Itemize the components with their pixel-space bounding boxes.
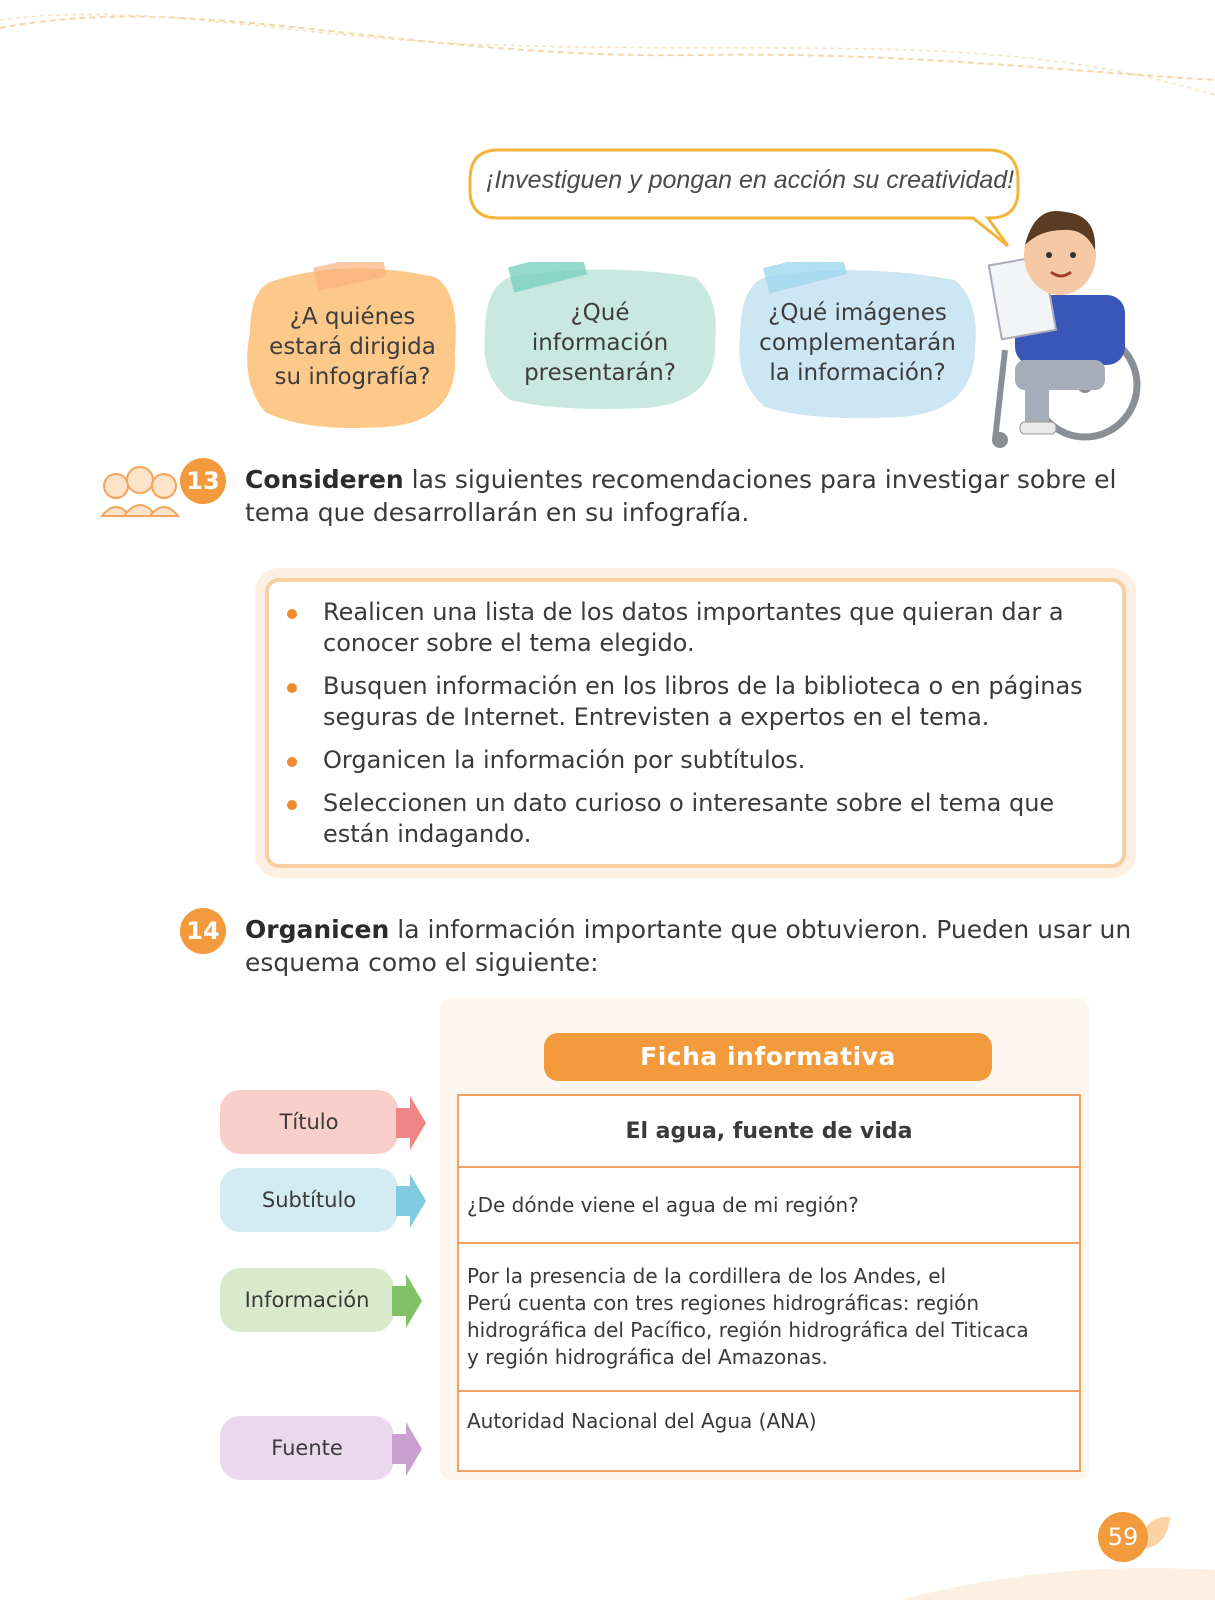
- recommendations-list: [269, 582, 1122, 850]
- ficha-subtitulo-row: [459, 1168, 1079, 1244]
- activity-13-verb: Consideren: [245, 465, 404, 494]
- ficha-fuente: Autoridad Nacional del Agua (ANA): [467, 1409, 817, 1433]
- question-blob-information: [480, 262, 720, 412]
- page-number: 59: [1098, 1512, 1148, 1562]
- recommendation-item: Organicen la información por subtítulos.: [287, 745, 1102, 776]
- activity-13-number: 13: [180, 458, 226, 504]
- ficha-table: [457, 1094, 1081, 1472]
- speech-bubble-text: ¡Investiguen y pongan en acción su creatividad!: [486, 166, 1015, 194]
- ficha-subtitulo: ¿De dónde viene el agua de mi región?: [467, 1192, 859, 1217]
- activity-13-text: las siguientes recomendaciones para investigar sobre el: [403, 465, 1117, 494]
- question-line: ¿Qué: [570, 300, 630, 326]
- question-line: su infografía?: [274, 364, 431, 390]
- ficha-title: Ficha informativa: [544, 1033, 992, 1081]
- activity-14-text: la información importante que obtuvieron. Pueden usar un: [389, 915, 1132, 944]
- ficha-titulo: El agua, fuente de vida: [625, 1118, 913, 1144]
- ficha-info-line: hidrográfica del Pacífico, región hidrográfica del Titicaca: [467, 1318, 1029, 1342]
- activity-13-instruction: [245, 463, 1145, 529]
- activity-14-verb: Organicen: [245, 915, 390, 944]
- question-line: ¿A quiénes: [289, 304, 416, 330]
- activity-14-instruction: [245, 913, 1145, 979]
- ficha-informacion-row: [459, 1244, 1079, 1392]
- bullet-icon: [287, 609, 297, 619]
- bottom-decoration: [0, 1540, 1215, 1600]
- question-blob-audience: [245, 262, 460, 430]
- ficha-fuente-row: [459, 1392, 1079, 1466]
- question-line: la información?: [769, 360, 946, 386]
- bullet-icon: [287, 800, 297, 810]
- recommendation-item: Seleccionen un dato curioso o interesante sobre el tema que están indagando.: [287, 788, 1102, 850]
- activity-13-text-line2: tema que desarrollarán en su infografía.: [245, 498, 750, 527]
- ficha-info-line: y región hidrográfica del Amazonas.: [467, 1345, 828, 1369]
- group-work-icon: [98, 458, 182, 518]
- question-line: ¿Qué imágenes: [768, 300, 947, 326]
- activity-14-text-line2: esquema como el siguiente:: [245, 948, 599, 977]
- arrow-right-icon: [392, 1274, 422, 1328]
- question-line: presentarán?: [524, 360, 676, 386]
- recommendation-item: Realicen una lista de los datos importantes que quieran dar a conocer sobre el tema elegido.: [287, 597, 1102, 659]
- arrow-right-icon: [392, 1422, 422, 1476]
- ficha-info-line: Por la presencia de la cordillera de los Andes, el: [467, 1264, 947, 1288]
- arrow-right-icon: [396, 1174, 426, 1228]
- bullet-icon: [287, 683, 297, 693]
- question-line: complementarán: [759, 330, 956, 356]
- label-titulo: Título: [220, 1090, 398, 1154]
- top-wave-decoration: [0, 0, 1215, 110]
- recommendations-box: [265, 578, 1126, 868]
- child-wheelchair-illustration: [975, 200, 1155, 450]
- label-informacion: Información: [220, 1268, 394, 1332]
- bullet-icon: [287, 757, 297, 767]
- label-fuente: Fuente: [220, 1416, 394, 1480]
- question-line: estará dirigida: [269, 334, 436, 360]
- activity-14-number: 14: [180, 908, 226, 954]
- speech-bubble: [468, 148, 1024, 222]
- label-subtitulo: Subtítulo: [220, 1168, 398, 1232]
- recommendation-item: Busquen información en los libros de la biblioteca o en páginas seguras de Internet. Entrevisten a expertos en el tema.: [287, 671, 1102, 733]
- ficha-info-line: Perú cuenta con tres regiones hidrográficas: región: [467, 1291, 980, 1315]
- arrow-right-icon: [396, 1096, 426, 1150]
- ficha-titulo-row: [459, 1096, 1079, 1168]
- question-line: información: [531, 330, 669, 356]
- question-blob-images: [735, 262, 980, 422]
